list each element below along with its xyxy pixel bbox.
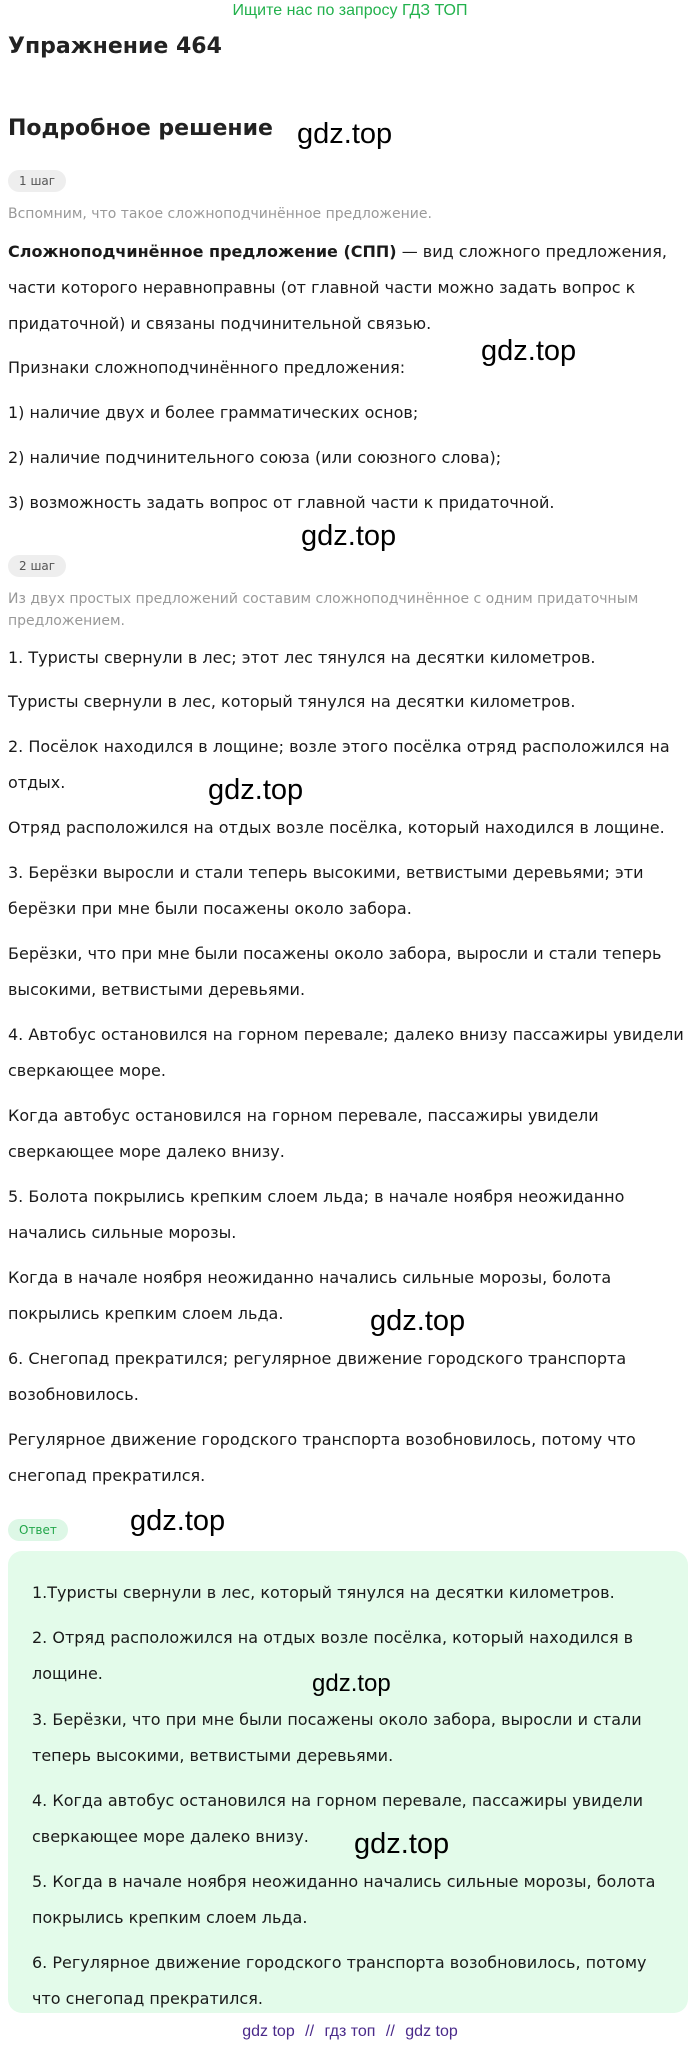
watermark: gdz.top — [354, 1828, 450, 1860]
footer-link[interactable]: gdz top — [242, 2023, 295, 2040]
sentence-pair-result: Когда в начале ноября неожиданно начались сильные морозы, болота покрылись крепким слоем льда. — [8, 1268, 612, 1323]
answer-item: 2. Отряд расположился на отдых возле посёлка, который находился в лощине. — [32, 1628, 634, 1683]
footer-links — [0, 2019, 700, 2045]
sentence-pair-original: 5. Болота покрылись крепким слоем льда; в начале ноября неожиданно начались сильные морозы. — [8, 1187, 625, 1242]
footer-separator: // — [305, 2023, 315, 2040]
definition-paragraph — [8, 234, 694, 342]
footer-link[interactable]: гдз топ — [324, 2023, 376, 2040]
answer-item: 4. Когда автобус остановился на горном перевале, пассажиры увидели сверкающее море далеко внизу. — [32, 1791, 644, 1846]
exercise-title: Упражнение 464 — [8, 34, 222, 59]
watermark: gdz.top — [297, 118, 393, 150]
search-banner: Ищите нас по запросу ГДЗ ТОП — [232, 2, 468, 19]
watermark: gdz.top — [208, 774, 304, 806]
sentence-pair-result: Берёзки, что при мне были посажены около забора, выросли и стали теперь высокими, ветвистыми деревьями. — [8, 944, 662, 999]
sentence-pair-original: 4. Автобус остановился на горном перевале; далеко внизу пассажиры увидели сверкающее море. — [8, 1025, 684, 1080]
sentence-pair-original: 1. Туристы свернули в лес; этот лес тянулся на десятки километров. — [8, 648, 596, 667]
answer-item: 5. Когда в начале ноября неожиданно начались сильные морозы, болота покрылись крепким слоем льда. — [32, 1872, 656, 1927]
sentence-pair-original: 2. Посёлок находился в лощине; возле этого посёлка отряд расположился на отдых. — [8, 737, 670, 792]
solution-title: Подробное решение — [8, 116, 273, 141]
definition-term: Сложноподчинённое предложение (СПП) — [8, 242, 397, 261]
sentence-pair-result: Отряд расположился на отдых возле посёлка, который находился в лощине. — [8, 818, 665, 837]
sign-item: 3) возможность задать вопрос от главной части к придаточной. — [8, 493, 555, 512]
answer-item: 6. Регулярное движение городского транспорта возобновилось, потому что снегопад прекратился. — [32, 1953, 647, 2008]
answer-item: 1.Туристы свернули в лес, который тянулся на десятки километров. — [32, 1583, 615, 1602]
answer-item: 3. Берёзки, что при мне были посажены около забора, выросли и стали теперь высокими, ветвистыми деревьями. — [32, 1710, 642, 1765]
sign-item: 2) наличие подчинительного союза (или союзного слова); — [8, 448, 502, 467]
signs-title: Признаки сложноподчинённого предложения: — [8, 358, 406, 377]
step-2-hint: Из двух простых предложений составим сложноподчинённое с одним придаточным предложением. — [8, 591, 639, 629]
step-1-hint: Вспомним, что такое сложноподчинённое предложение. — [8, 206, 432, 222]
watermark: gdz.top — [481, 335, 577, 367]
sentence-pair-result: Регулярное движение городского транспорта возобновилось, потому что снегопад прекратился. — [8, 1430, 636, 1485]
sentence-pair-result: Туристы свернули в лес, который тянулся на десятки километров. — [8, 692, 576, 711]
watermark: gdz.top — [370, 1305, 466, 1337]
watermark: gdz.top — [130, 1505, 226, 1537]
footer-link[interactable]: gdz top — [405, 2023, 458, 2040]
step-1-badge: 1 шаг — [8, 170, 66, 192]
definition-text: — вид сложного предложения, части которого неравноправны (от главной части можно задать вопрос к придаточной) и связаны подчинительной связью. — [8, 242, 667, 333]
watermark: gdz.top — [312, 1670, 391, 1697]
sentence-pair-result: Когда автобус остановился на горном перевале, пассажиры увидели сверкающее море далеко внизу. — [8, 1106, 599, 1161]
step-2-badge: 2 шаг — [8, 555, 66, 577]
sentence-pair-original: 3. Берёзки выросли и стали теперь высокими, ветвистыми деревьями; эти берёзки при мне были посажены около забора. — [8, 863, 644, 918]
watermark: gdz.top — [301, 520, 397, 552]
footer-separator: // — [385, 2023, 395, 2040]
answer-badge: Ответ — [8, 1519, 68, 1541]
sentence-pair-original: 6. Снегопад прекратился; регулярное движение городского транспорта возобновилось. — [8, 1349, 627, 1404]
sign-item: 1) наличие двух и более грамматических основ; — [8, 403, 419, 422]
